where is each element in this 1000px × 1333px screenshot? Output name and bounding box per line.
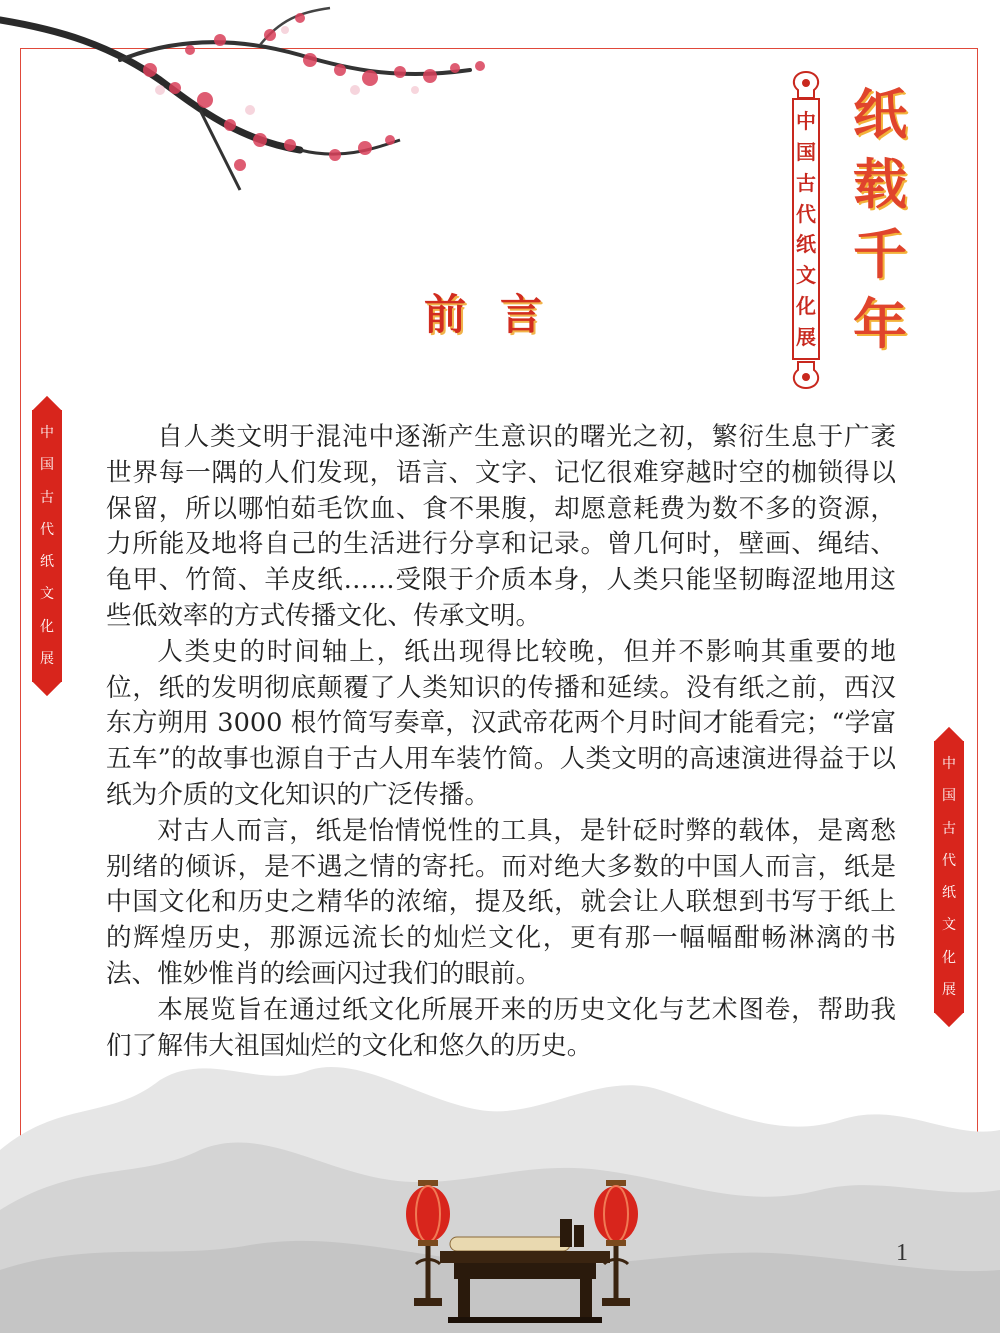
seal-top-ornament [786, 70, 826, 100]
banner-char: 中 [942, 756, 956, 772]
right-side-banner [934, 741, 964, 1013]
seal-char: 中 [796, 109, 816, 134]
seal-char: 化 [796, 293, 816, 318]
section-title: 前言 [423, 290, 576, 339]
seal-text-box [792, 98, 820, 360]
seal-char: 代 [796, 201, 816, 226]
banner-char: 代 [40, 521, 54, 538]
banner-char: 文 [942, 917, 956, 934]
page-number: 1 [896, 1240, 908, 1266]
banner-char: 化 [942, 949, 956, 966]
banner-char: 古 [40, 489, 54, 506]
preface-body [106, 420, 896, 1064]
title-char: 载 [853, 153, 907, 216]
title-char: 纸 [853, 83, 907, 146]
banner-char: 纸 [942, 885, 956, 902]
paragraph: 对古人而言，纸是怡情悦性的工具，是针砭时弊的载体，是离愁别绪的倾诉，是不遇之情的寄托。而对绝大多数的中国人而言，纸是中国文化和历史之精华的浓缩，提及纸，就会让人联想到书写于纸上的辉煌历史，那源远流长的灿烂文化，更有那一幅幅酣畅淋漓的书法、惟妙惟肖的绘画闪过我们的眼前。 [106, 815, 896, 989]
exhibition-title [848, 80, 912, 360]
paragraph: 本展览旨在通过纸文化所展开来的历史文化与艺术图卷，帮助我们了解伟大祖国灿烂的文化和悠久的历史。 [106, 994, 896, 1061]
seal-char: 古 [796, 170, 816, 195]
banner-char: 文 [40, 586, 54, 603]
left-side-banner [32, 410, 62, 682]
banner-char: 中 [40, 425, 54, 441]
banner-char: 国 [40, 457, 54, 474]
seal-char: 展 [796, 324, 816, 349]
seal-char: 文 [796, 263, 816, 288]
banner-char: 纸 [40, 554, 54, 571]
title-char: 千 [853, 223, 907, 286]
paragraph: 自人类文明于混沌中逐渐产生意识的曙光之初，繁衍生息于广袤世界每一隅的人们发现，语言、文字、记忆很难穿越时空的枷锁得以保留，所以哪怕茹毛饮血、食不果腹，却愿意耗费为数不多的资源，力所能及地将自己的生活进行分享和记录。曾几何时，壁画、绳结、龟甲、竹简、羊皮纸……受限于介质本身，人类只能坚韧晦涩地用这些低效率的方式传播文化、传承文明。 [106, 422, 896, 631]
seal-char: 纸 [796, 232, 816, 257]
scroll-desk [440, 1215, 610, 1325]
banner-char: 展 [40, 650, 54, 667]
seal-char: 国 [796, 140, 816, 165]
banner-char: 展 [942, 981, 956, 998]
title-char: 年 [853, 293, 907, 356]
banner-char: 代 [942, 852, 956, 869]
paragraph: 人类史的时间轴上，纸出现得比较晚，但并不影响其重要的地位，纸的发明彻底颠覆了人类知识的传播和延续。没有纸之前，西汉东方朔用 3000 根竹简写奏章，汉武帝花两个月时间才能看完；“学富五车”的故事也源自于古人用车装竹简。人类文明的高速演进得益于以纸为介质的文化知识的广泛传播。 [106, 636, 896, 810]
banner-char: 古 [942, 820, 956, 837]
banner-char: 国 [942, 788, 956, 805]
plum-blossom-branch [0, 0, 520, 200]
exhibition-seal [786, 70, 826, 390]
seal-bottom-ornament [786, 360, 826, 390]
banner-char: 化 [40, 618, 54, 635]
